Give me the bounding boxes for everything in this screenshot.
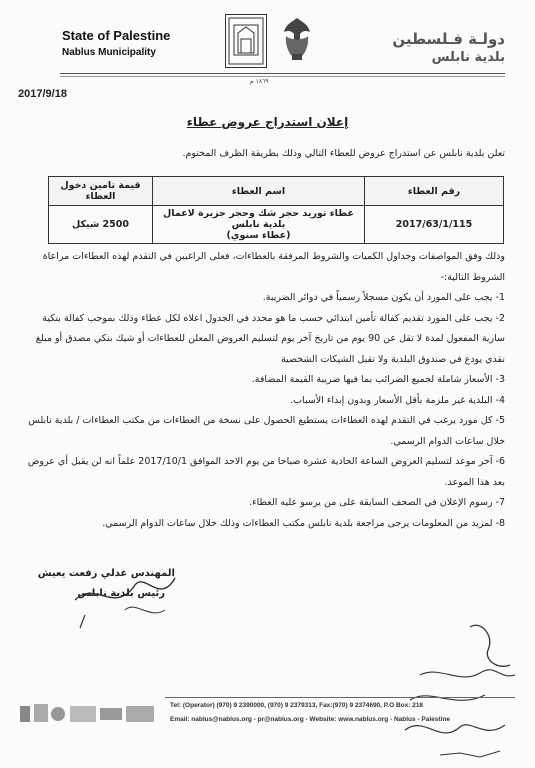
tender-table (48, 176, 504, 244)
col-header-number: رقم العطاء (365, 177, 504, 206)
footer-divider (165, 697, 515, 698)
signature-scribble (55, 560, 185, 630)
document-date: 2017/9/18 (18, 88, 67, 100)
term-item-2: 2- يجب على المورد تقديم كفالة تأمين ابتدائي حسب ما هو محدد في الجدول اعلاه لكل عطاء وذلك بموجب كفالة بنكية سارية المفعول لمدة لا تقل عن 90 يوم من تاريخ آخر يوم لتسليم العروض المعلن للعطاءات أو شيك بنكي مصدق أو مبلغ نقدي يودع في صندوق البلدية ولا تقبل الشيكات الشخصية (35, 312, 505, 365)
term-item-5: 5- كل مورد يرغب في التقدم لهذه العطاءات يستطيع الحصول على نسخة من العطاءات من مكتب العطاءات / بلدية نابلس خلال ساعات الدوام الرسمي. (28, 415, 505, 447)
header-title-en: State of Palestine (62, 28, 171, 43)
header-divider (60, 73, 505, 74)
logo-caption: ١٨٦٩ م (250, 78, 269, 85)
tender-amount: 2500 شيكل (49, 206, 153, 244)
footer-contact-phone: Tel: (Operator) (970) 9 2390000, (970) 9 2379313, Fax:(970) 9 2374690, P.O Box: 218 (170, 702, 424, 709)
intro-paragraph: تعلن بلدية نابلس عن استدراج عروض للعطاء التالي وذلك بطريقة الظرف المختوم. (182, 148, 505, 159)
tender-name (153, 206, 365, 244)
state-emblem-icon (280, 14, 314, 64)
body-line: وذلك وفق المواصفات وجداول الكميات والشروط المرفقة بالعطاءات، فعلى الراغبين في التقدم لهذه العطاءات مراعاة (42, 251, 505, 262)
term-item-7: 7- رسوم الإعلان في الصحف السابقة على من يرسو عليه العطاء. (249, 497, 505, 508)
terms-body (27, 247, 505, 534)
col-header-name: اسم العطاء (153, 177, 365, 206)
announcement-heading: إعلان استدراج عروض عطاء (186, 115, 349, 129)
col-header-amount: قيمة تامين دخول العطاء (49, 177, 153, 206)
term-item-3: 3- الأسعار شاملة لجميع الضرائب بما فيها ضريبة القيمة المضافة. (251, 374, 505, 385)
signatory-name: المهندس عدلي رفعت يعيش (37, 568, 175, 579)
footer-partner-logos (18, 700, 156, 726)
tender-number: 2017/63/1/115 (365, 206, 504, 244)
handwritten-notes (400, 615, 520, 765)
term-item-4: 4- البلدية غير ملزمة بأقل الأسعار وبدون إبداء الأسباب. (290, 394, 505, 406)
tender-name-line2: (عطاء سنوي) (226, 230, 291, 241)
footer-contact-email: Email: nablus@nablus.org - pr@nablus.org - Website: www.nablus.org - Nablus - Palestine (170, 716, 450, 723)
signatory-title: رئيس بلدية نابلس (77, 588, 165, 599)
tender-name-line1: عطاء توريد حجر شك وحجر جزيرة لاعمال بلدية نابلس (163, 208, 354, 230)
table-header-row (49, 177, 504, 206)
body-line: الشروط التالية:- (440, 271, 505, 283)
header-title-ar: دولـة فـلسطين (392, 30, 505, 48)
term-item-1: 1- يجب على المورد أن يكون مسجلاً رسمياً في دوائر الضريبة. (262, 292, 505, 303)
header-divider-thin (60, 76, 505, 77)
term-item-8: 8- لمزيد من المعلومات يرجى مراجعة بلدية نابلس مكتب العطاءات وذلك خلال ساعات الدوام الرسمي. (102, 517, 505, 529)
term-item-6: 6- آخر موعد لتسليم العروض الساعة الحادية عشرة صباحا من يوم الاحد الموافق 2017/10/1 علماً انه لن يقبل أي عروض بعد هذا الموعد. (27, 456, 505, 488)
municipality-logo (225, 14, 267, 68)
header-subtitle-ar: بلدية نابلس (431, 50, 505, 65)
table-row (49, 206, 504, 244)
header-subtitle-en: Nablus Municipality (62, 47, 156, 58)
